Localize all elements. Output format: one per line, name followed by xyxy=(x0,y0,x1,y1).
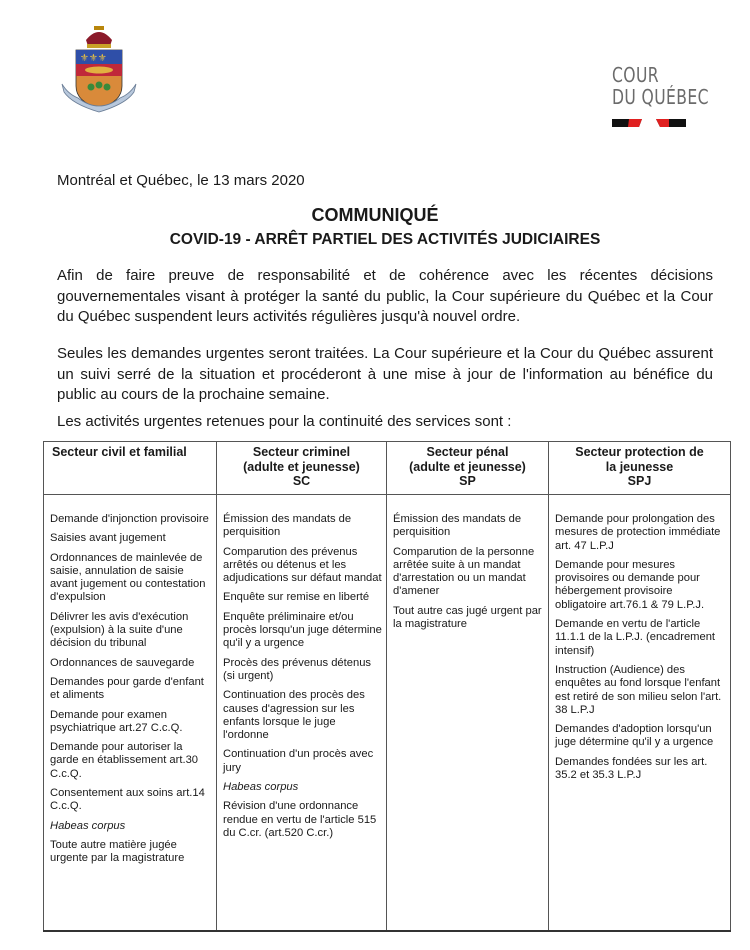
header-penal: Secteur pénal (adulte et jeunesse) SP xyxy=(387,442,549,495)
list-item: Habeas corpus xyxy=(50,819,126,832)
table-header-row xyxy=(44,442,731,495)
urgent-activities-table xyxy=(43,441,731,932)
list-item: Demandes d'adoption lorsqu'un juge détermine qu'il y a urgence xyxy=(555,723,714,749)
list-item: Demande pour prolongation des mesures de protection immédiate art. 47 L.P.J xyxy=(555,513,721,552)
logo-bars-icon xyxy=(612,114,712,122)
header-civil: Secteur civil et familial xyxy=(44,442,217,495)
list-item: Procès des prévenus détenus (si urgent) xyxy=(223,656,372,682)
list-item: Continuation des procès des causes d'agression sur les enfants lorsque le juge l'ordonne xyxy=(223,689,365,742)
list-item: Demandes pour garde d'enfant et aliments xyxy=(50,675,204,702)
list-item: Émission des mandats de perquisition xyxy=(393,513,522,539)
list-item: Demande pour examen psychiatrique art.27 C.c.Q. xyxy=(50,708,183,734)
column-penal xyxy=(387,495,549,932)
list-item: Demande en vertu de l'article 11.1.1 de la L.P.J. (encadrement intensif) xyxy=(555,618,716,657)
paragraph-urgent: Seules les demandes urgentes seront traitées. La Cour supérieure et la Cour du Québec assurent un suivi serré de la situation et procéderont à une mise à jour de l'information au bénéfice du public au cours de la prochaine semaine. xyxy=(57,345,713,403)
list-item: Demandes fondées sur les art. 35.2 et 35.3 L.P.J xyxy=(555,755,708,782)
list-item: Émission des mandats de perquisition xyxy=(223,513,352,539)
list-item: Ordonnances de mainlevée de saisie, annulation de saisie avant jugement ou contestation d'expulsion xyxy=(50,551,206,604)
column-criminel xyxy=(217,495,387,932)
list-item: Habeas corpus xyxy=(223,781,299,794)
list-item: Délivrer les avis d'exécution (expulsion) à la suite d'une décision du tribunal xyxy=(50,610,189,650)
document-subtitle: COVID-19 - ARRÊT PARTIEL DES ACTIVITÉS JUDICIAIRES xyxy=(169,231,601,248)
list-item: Enquête sur remise en liberté xyxy=(223,591,370,604)
list-item: Ordonnances de sauvegarde xyxy=(50,656,195,669)
quebec-coat-of-arms-icon xyxy=(58,24,140,116)
list-item: Saisies avant jugement xyxy=(50,532,166,545)
dateline: Montréal et Québec, le 13 mars 2020 xyxy=(57,172,305,189)
list-item: Demande pour mesures provisoires ou demande pour hébergement provisoire obligatoire art.76.1 & 79 L.P.J. xyxy=(555,558,705,611)
list-item: Comparution de la personne arrêtée suite à un mandat d'arrestation ou un mandat d'amener xyxy=(393,545,535,598)
document-title: COMMUNIQUÉ xyxy=(311,205,439,225)
header-protection-jeunesse: Secteur protection de la jeunesse SPJ xyxy=(549,442,731,495)
paragraph-list-intro: Les activités urgentes retenues pour la continuité des services sont : xyxy=(57,413,512,430)
column-protection-jeunesse xyxy=(549,495,731,932)
list-item: Continuation d'un procès avec jury xyxy=(223,748,374,774)
paragraph-intro: Afin de faire preuve de responsabilité et de cohérence avec les récentes décisions gouvernementales visant à protéger la santé du public, la Cour supérieure du Québec et la Cour du Québec suspendent leurs activités régulières jusqu'à nouvel ordre. xyxy=(57,267,713,325)
column-civil xyxy=(44,495,217,932)
table-body-row xyxy=(44,495,731,932)
svg-text:⚜⚜⚜: ⚜⚜⚜ xyxy=(80,53,107,64)
logo-line1: COUR xyxy=(612,63,659,87)
list-item: Toute autre matière jugée urgente par la magistrature xyxy=(50,838,185,865)
list-item: Enquête préliminaire et/ou procès lorsqu'un juge détermine qu'il y a urgence xyxy=(223,610,382,650)
list-item: Comparution des prévenus arrêtés ou détenus et les adjudications sur défaut mandat xyxy=(223,545,382,585)
logo-line2: DU QUÉBEC xyxy=(612,85,709,109)
list-item: Tout autre cas jugé urgent par la magistrature xyxy=(393,604,542,631)
list-item: Consentement aux soins art.14 C.c.Q. xyxy=(50,787,205,813)
list-item: Révision d'une ordonnance rendue en vertu de l'article 515 du C.cr. (art.520 C.cr.) xyxy=(223,800,377,839)
list-item: Instruction (Audience) des enquêtes au fond lorsque l'enfant est retiré de son milieu selon l'art. 38 L.P.J xyxy=(555,663,722,716)
list-item: Demande d'injonction provisoire xyxy=(50,513,209,525)
header-criminel: Secteur criminel (adulte et jeunesse) SC xyxy=(217,442,387,495)
list-item: Demande pour autoriser la garde en établissement art.30 C.c.Q. xyxy=(50,741,199,780)
cour-du-quebec-logo xyxy=(612,64,722,122)
